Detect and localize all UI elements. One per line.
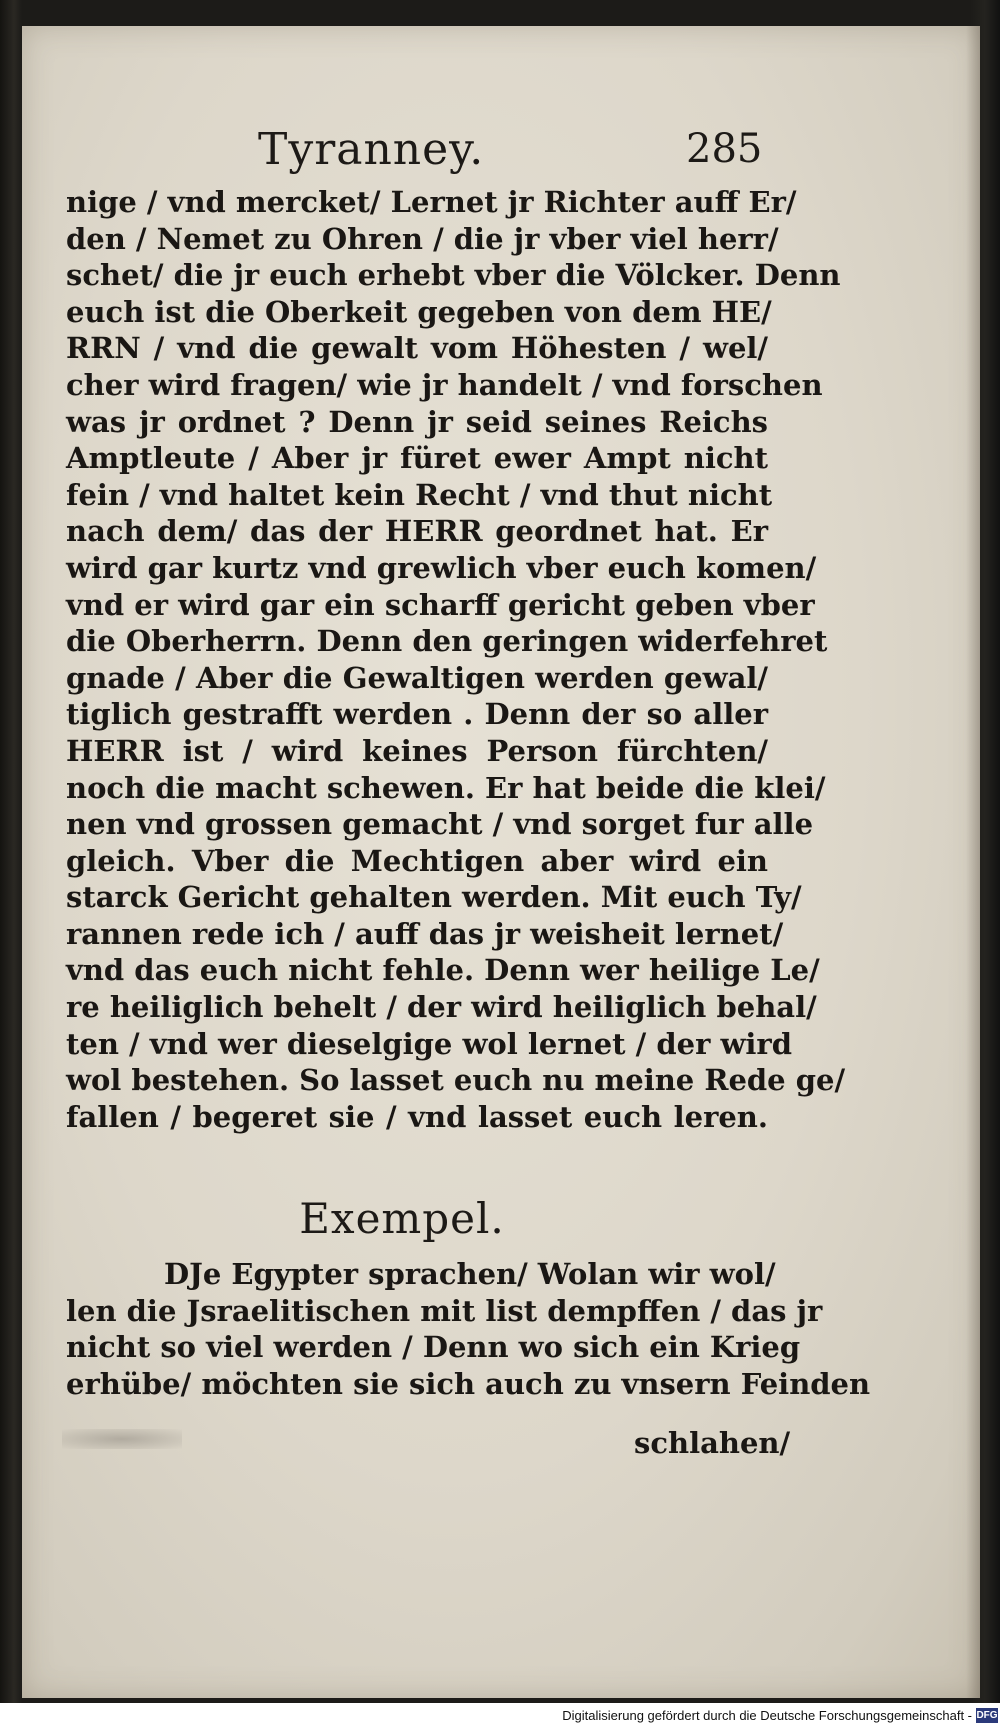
section-heading: Exempel. (299, 1194, 505, 1243)
text-line: erhübe/ möchten sie sich auch zu vnsern Feinden (66, 1366, 871, 1401)
text-line: wird gar kurtz vnd grewlich vber euch komen/ (66, 550, 817, 585)
text-line: nicht so viel werden / Denn wo sich ein Krieg (66, 1330, 801, 1365)
text-line: cher wird fragen/ wie jr handelt / vnd forschen (66, 367, 823, 402)
text-line: fein / vnd haltet kein Recht / vnd thut nicht (66, 477, 773, 512)
text-line: starck Gericht gehalten werden. Mit euch Ty/ (66, 880, 802, 915)
text-line: len die Jsraelitischen mit list dempffen / das jr (66, 1293, 823, 1328)
text-line: re heiliglich behelt / der wird heiliglich behal/ (66, 990, 817, 1025)
ink-smudge (62, 1429, 182, 1449)
text-line: ten / vnd wer dieselgige wol lernet / der wird (66, 1026, 792, 1061)
text-line: wol bestehen. So lasset euch nu meine Rede ge/ (66, 1063, 846, 1098)
text-line: die Oberherrn. Denn den geringen widerfehret (66, 624, 828, 659)
book-page (22, 26, 980, 1698)
text-line: tiglich gestrafft werden . Denn der so aller (66, 697, 768, 732)
digitization-footer (0, 1703, 1000, 1729)
text-line: Amptleute / Aber jr füret ewer Ampt nicht (66, 441, 768, 476)
text-line: noch die macht schewen. Er hat beide die klei/ (66, 770, 826, 805)
body-text (44, 184, 846, 1135)
text-line: HERR ist / wird keines Person fürchten/ (66, 733, 768, 768)
text-line: vnd er wird gar ein scharff gericht geben vber (66, 587, 815, 622)
text-line: DJe Egypter sprachen/ Wolan wir wol/ (164, 1257, 776, 1291)
page-number: 285 (686, 126, 763, 172)
funding-credit: Digitalisierung gefördert durch die Deutsche Forschungsgemeinschaft - (562, 1708, 972, 1723)
catchword: schlahen/ (634, 1426, 791, 1460)
page-edge-shadow (966, 26, 980, 1698)
text-line: nen vnd grossen gemacht / vnd sorget fur alle (66, 807, 814, 842)
text-line: RRN / vnd die gewalt vom Höhesten / wel/ (66, 331, 768, 366)
page-header (22, 104, 980, 174)
running-head: Tyranney. (258, 124, 485, 175)
text-line: fallen / begeret sie / vnd lasset euch leren. (66, 1099, 768, 1134)
text-line: gleich. Vber die Mechtigen aber wird ein (66, 843, 768, 878)
example-text (44, 1256, 871, 1402)
text-line: nige / vnd mercket/ Lernet jr Richter auff Er/ (66, 185, 797, 219)
text-line: rannen rede ich / auff das jr weisheit lernet/ (66, 916, 784, 951)
dfg-logo-icon: DFG (976, 1710, 998, 1721)
text-line: gnade / Aber die Gewaltigen werden gewal/ (66, 660, 768, 695)
text-line: den / Nemet zu Ohren / die jr vber viel herr/ (66, 221, 779, 256)
text-line: euch ist die Oberkeit gegeben von dem HE/ (66, 294, 772, 329)
text-line: nach dem/ das der HERR geordnet hat. Er (66, 514, 768, 549)
text-line: was jr ordnet ? Denn jr seid seines Reichs (66, 404, 768, 439)
text-line: vnd das euch nicht fehle. Denn wer heilige Le/ (66, 953, 820, 988)
text-line: schet/ die jr euch erhebt vber die Völcker. Denn (66, 258, 841, 293)
